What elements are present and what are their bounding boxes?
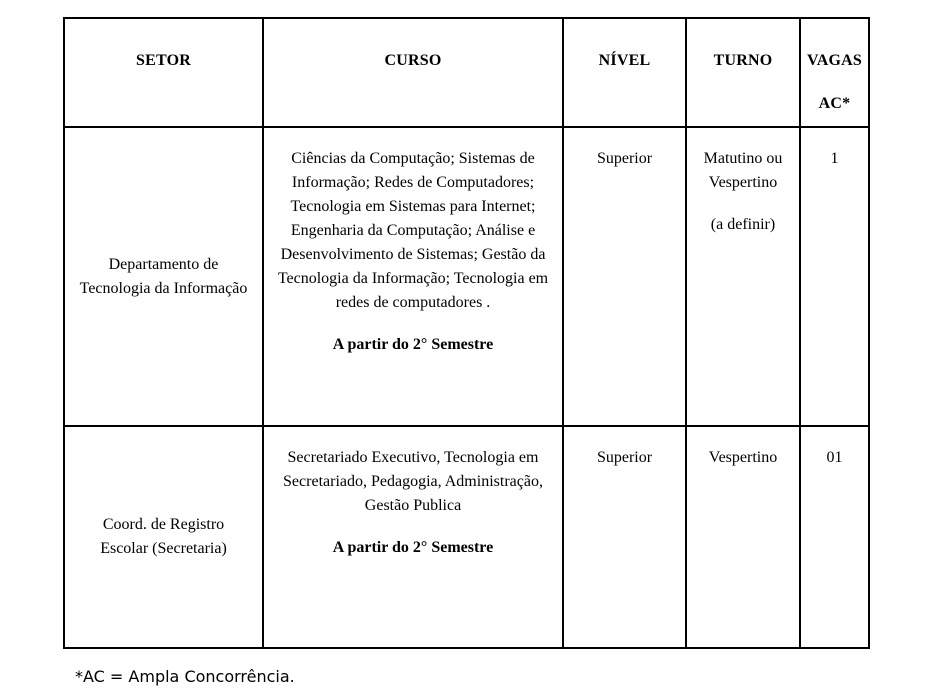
header-vagas-line2: AC* bbox=[818, 95, 851, 112]
turno-text: Matutino ou Vespertino bbox=[703, 150, 783, 191]
nivel-cell: Superior bbox=[563, 426, 686, 648]
turno-cell: Vespertino bbox=[686, 426, 800, 648]
footnote: *AC = Ampla Concorrência. bbox=[75, 667, 295, 686]
vagas-cell: 1 bbox=[800, 127, 869, 426]
curso-note: A partir do 2° Semestre bbox=[332, 539, 494, 556]
curso-list: Secretariado Executivo, Tecnologia em Secretariado, Pedagogia, Administração, Gestão Publica bbox=[283, 449, 543, 514]
header-turno: TURNO bbox=[686, 18, 800, 127]
table-row bbox=[64, 127, 869, 426]
header-setor: SETOR bbox=[64, 18, 263, 127]
curso-cell bbox=[263, 127, 563, 426]
curso-note: A partir do 2° Semestre bbox=[332, 336, 494, 353]
curso-list: Ciências da Computação; Sistemas de Informação; Redes de Computadores; Tecnologia em Sistemas para Internet; Engenharia da Computação; Análise e Desenvolvimento de Sistemas; Gestão da Tecnologia da Informação; Tecnologia em redes de computadores . bbox=[277, 150, 549, 311]
table-header-row bbox=[64, 18, 869, 127]
header-curso: CURSO bbox=[263, 18, 563, 127]
vagas-cell: 01 bbox=[800, 426, 869, 648]
curso-cell bbox=[263, 426, 563, 648]
header-nivel: NÍVEL bbox=[563, 18, 686, 127]
header-vagas bbox=[800, 18, 869, 127]
turno-note: (a definir) bbox=[710, 216, 776, 233]
turno-cell bbox=[686, 127, 800, 426]
setor-cell: Departamento de Tecnologia da Informação bbox=[64, 127, 263, 426]
table-row bbox=[64, 426, 869, 648]
header-vagas-line1: VAGAS bbox=[807, 52, 862, 69]
nivel-cell: Superior bbox=[563, 127, 686, 426]
vagas-table bbox=[63, 17, 870, 649]
setor-cell: Coord. de Registro Escolar (Secretaria) bbox=[64, 426, 263, 648]
